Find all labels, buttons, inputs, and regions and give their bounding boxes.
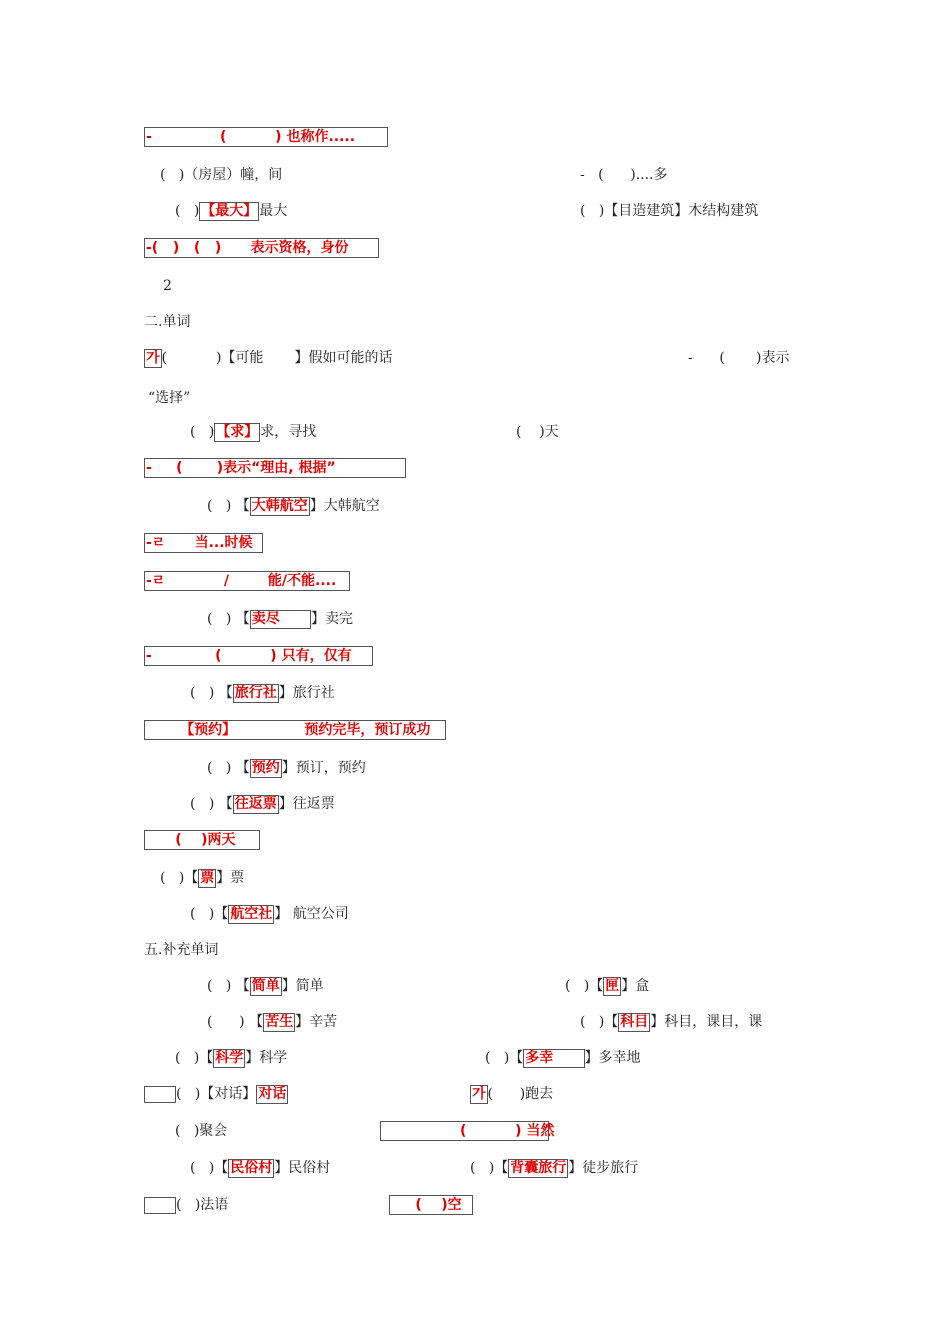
- paren-blank: ( ) 【: [190, 685, 233, 701]
- meaning-text: 】简单: [281, 978, 324, 994]
- blank-box: [144, 1197, 176, 1214]
- line-round-trip: [190, 794, 335, 814]
- paren-blank: ( )【: [485, 1050, 524, 1066]
- boxed-line-of-course: ( ) 当然: [382, 1123, 555, 1139]
- paren-blank: ( )【: [470, 1160, 509, 1176]
- paren-blank: ( )【: [580, 1014, 619, 1030]
- boxed-line-can-cannot: -ㄹ / 能/不能....: [144, 571, 350, 591]
- line-travel-agency: [190, 683, 335, 703]
- highlight-word: 卖尽: [251, 611, 309, 627]
- line-fortunately: [485, 1048, 641, 1068]
- boxed-line-only: - ( ) 只有，仅有: [144, 646, 373, 666]
- line-biggest: [175, 201, 287, 221]
- paren-blank: ( ): [175, 203, 200, 219]
- line-many: - ( )....多: [580, 167, 668, 183]
- boxed-line-reservation-done: 【预约】 预约完毕，预订成功: [144, 720, 446, 740]
- line-ticket: [160, 868, 244, 888]
- highlight-word: 预约: [251, 760, 280, 776]
- line-sold-out: [207, 609, 353, 629]
- line-french: ( )法语: [176, 1197, 229, 1213]
- section-heading-words: 二.单词: [144, 314, 191, 330]
- boxed-line-empty: ( )空: [389, 1195, 473, 1215]
- line-korean-air: [207, 496, 380, 516]
- highlight-word: 【求】: [216, 424, 259, 440]
- paren-blank: ( ) 【: [190, 796, 233, 812]
- line-backpacking: [470, 1158, 638, 1178]
- highlight-word: 多幸: [525, 1050, 583, 1066]
- boxed-line-reason: - ( )表示“理由, 根据”: [144, 458, 406, 478]
- line-reserve: [207, 758, 366, 778]
- line-subject: [580, 1012, 762, 1032]
- meaning-text: 最大: [259, 203, 288, 219]
- line-wood-building: ( )【目造建筑】木结构建筑: [580, 203, 759, 219]
- highlight-word: 旅行社: [234, 685, 277, 701]
- meaning-text: ( )【可能 】假如可能的话: [161, 350, 393, 366]
- line-science: [175, 1048, 287, 1068]
- highlight-word: 简单: [251, 978, 280, 994]
- line-box: [565, 976, 649, 996]
- meaning-text: 】票: [216, 870, 245, 886]
- highlight-word: 航空社: [230, 906, 273, 922]
- section-heading-supplement: 五.补充单词: [144, 942, 219, 958]
- line-hardship: [207, 1012, 337, 1032]
- paren-blank: ( ) 【: [207, 760, 250, 776]
- meaning-text: 】民俗村: [274, 1160, 331, 1176]
- highlight-word: 往返票: [234, 796, 277, 812]
- highlight-word: 科学: [215, 1050, 244, 1066]
- meaning-text: 求，寻找: [260, 424, 317, 440]
- meaning-text: 】徒步旅行: [568, 1160, 639, 1176]
- line-day: ( )天: [516, 424, 559, 440]
- paren-blank: ( )【: [565, 978, 604, 994]
- meaning-text: 】多幸地: [584, 1050, 641, 1066]
- meaning-text: 】预订，预约: [281, 760, 366, 776]
- highlight-word: 가: [472, 1086, 486, 1102]
- highlight-word: 科目: [620, 1014, 649, 1030]
- meaning-text: 】 航空公司: [274, 906, 349, 922]
- paren-blank: ( )【: [160, 870, 199, 886]
- boxed-line-two-days: ( )两天: [144, 830, 260, 850]
- blank-box: [144, 1086, 176, 1103]
- line-if-possible: [144, 348, 393, 368]
- highlight-word: 匣: [605, 978, 620, 994]
- paren-blank: ( ) 【: [207, 498, 250, 514]
- paren-blank: ( )【: [175, 1050, 214, 1066]
- paren-blank: ( )【对话】: [176, 1086, 257, 1102]
- paren-blank: ( )【: [190, 906, 229, 922]
- paren-blank: ( ) 【: [207, 1014, 264, 1030]
- highlight-word: 大韩航空: [251, 498, 308, 514]
- boxed-line-qualification: -( ) ( ) 表示资格，身份: [144, 238, 379, 258]
- paren-blank: ( ): [190, 424, 215, 440]
- highlight-word: 票: [200, 870, 215, 886]
- highlight-word: 【最大】: [201, 203, 258, 219]
- meaning-text: 】旅行社: [278, 685, 335, 701]
- highlight-word: 对话: [258, 1086, 287, 1102]
- meaning-text: 】盒: [621, 978, 650, 994]
- highlight-word: 民俗村: [230, 1160, 273, 1176]
- boxed-line-also-called: - ( ) 也称作.....: [144, 127, 388, 147]
- meaning-text: 】卖完: [310, 611, 353, 627]
- line-choice: - ( )表示: [688, 350, 790, 366]
- paren-blank: ( )【: [190, 1160, 229, 1176]
- line-choice-quote: “选择”: [148, 390, 191, 406]
- line-dialogue: [176, 1084, 288, 1104]
- boxed-line-when: -ㄹ 当...时候: [144, 533, 263, 553]
- line-house-unit: ( )（房屋）幢，间: [160, 167, 283, 183]
- line-folk-village: [190, 1158, 330, 1178]
- meaning-text: ( )跑去: [487, 1086, 554, 1102]
- line-run-away: [470, 1084, 553, 1104]
- meaning-text: 】科目，课目，课: [650, 1014, 763, 1030]
- number-two: 2: [163, 278, 172, 294]
- paren-blank: ( ) 【: [207, 978, 250, 994]
- highlight-word: 背囊旅行: [510, 1160, 567, 1176]
- meaning-text: 】往返票: [278, 796, 335, 812]
- line-simple: [207, 976, 324, 996]
- line-airline: [190, 904, 349, 924]
- line-seek: [190, 422, 316, 442]
- line-gathering: ( )聚会: [175, 1123, 228, 1139]
- meaning-text: 】大韩航空: [309, 498, 380, 514]
- highlight-word: 가: [146, 350, 160, 366]
- paren-blank: ( ) 【: [207, 611, 250, 627]
- meaning-text: 】科学: [245, 1050, 288, 1066]
- meaning-text: 】辛苦: [295, 1014, 338, 1030]
- highlight-word: 苦生: [265, 1014, 294, 1030]
